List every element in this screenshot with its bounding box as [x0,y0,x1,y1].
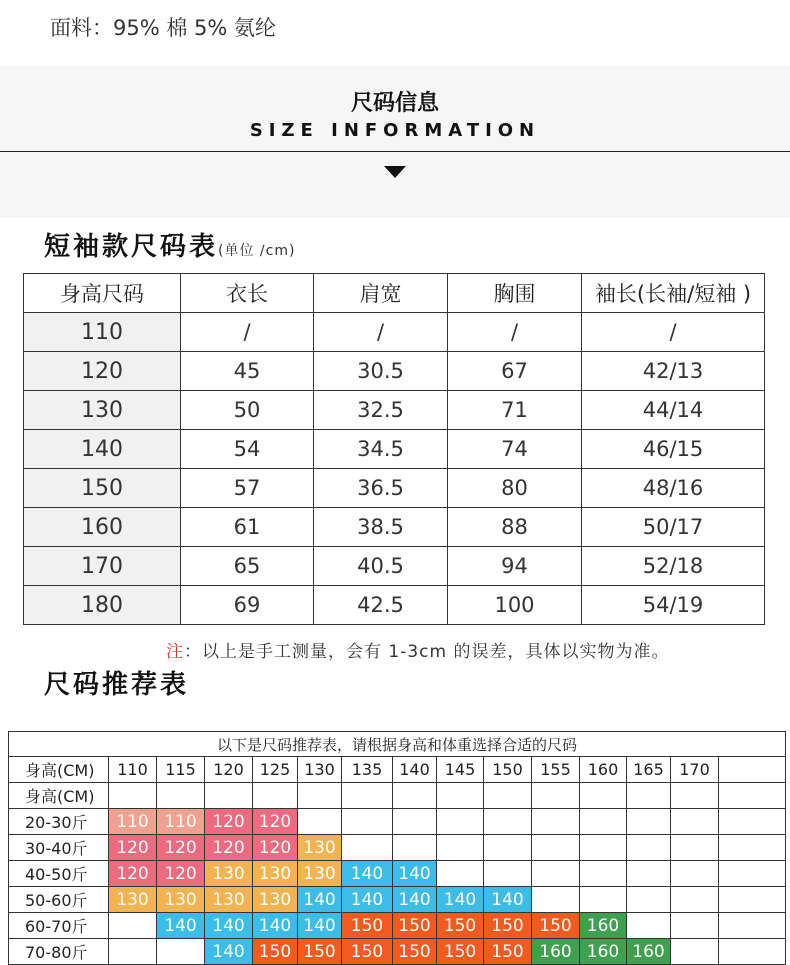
empty-cell [671,913,719,939]
empty-cell [671,809,719,835]
empty-cell [719,887,786,913]
height-header: 110 [109,757,157,783]
empty-cell [298,783,342,809]
size-cell: 160 [24,508,181,547]
column-header: 衣长 [181,274,314,313]
table-row [24,469,765,508]
height-label-2: 身高(CM) [9,783,109,809]
measurement-cell: 80 [448,469,582,508]
recommended-size-cell: 150 [532,913,580,939]
recommended-size-cell: 160 [580,913,627,939]
empty-cell [205,783,253,809]
empty-cell [393,835,437,861]
weight-row [9,913,786,939]
recommended-size-cell: 130 [109,887,157,913]
empty-cell [437,783,484,809]
height-header: 135 [342,757,393,783]
empty-cell [109,939,157,965]
recommended-size-cell: 120 [157,861,205,887]
measurement-cell: 67 [448,352,582,391]
table-header-row [24,274,765,313]
recommended-size-cell: 120 [253,809,298,835]
empty-cell [580,783,627,809]
empty-cell [719,939,786,965]
empty-cell [393,809,437,835]
recommended-size-cell: 140 [484,887,532,913]
recommended-size-cell: 150 [437,939,484,965]
recommended-size-cell: 120 [253,835,298,861]
column-header: 身高尺码 [24,274,181,313]
recommended-size-cell: 150 [484,913,532,939]
empty-cell [719,757,786,783]
measurement-cell: 36.5 [314,469,448,508]
recommended-size-cell: 130 [253,887,298,913]
height-header: 145 [437,757,484,783]
empty-cell [298,809,342,835]
recommended-size-cell: 120 [109,861,157,887]
height-header: 125 [253,757,298,783]
short-sleeve-size-table [23,273,765,625]
empty-cell [484,861,532,887]
empty-cell [253,783,298,809]
recommended-size-cell: 140 [298,913,342,939]
recommended-size-cell: 120 [205,835,253,861]
measurement-cell: 100 [448,586,582,625]
recommended-size-cell: 120 [205,809,253,835]
chart1-title: 短袖款尺码表 [44,232,219,262]
empty-cell [627,861,671,887]
measurement-cell: 52/18 [582,547,765,586]
measurement-note [166,637,669,662]
recommended-size-cell: 110 [157,809,205,835]
height-header: 140 [393,757,437,783]
second-label-row [9,783,786,809]
fabric-text: 面料：95% 棉 5% 氨纶 [50,16,277,40]
recommended-size-cell: 150 [298,939,342,965]
empty-cell [719,809,786,835]
empty-cell [627,835,671,861]
empty-cell [342,835,393,861]
recommended-size-cell: 150 [437,913,484,939]
empty-cell [532,887,580,913]
weight-row [9,809,786,835]
empty-cell [342,809,393,835]
empty-cell [484,835,532,861]
measurement-cell: / [181,313,314,352]
measurement-cell: / [314,313,448,352]
height-header: 160 [580,757,627,783]
recommended-size-cell: 140 [205,939,253,965]
recommended-size-cell: 140 [393,887,437,913]
size-info-title: 尺码信息 [350,91,439,116]
height-header: 170 [671,757,719,783]
recommended-size-cell: 140 [342,887,393,913]
size-cell: 130 [24,391,181,430]
recommended-size-cell: 160 [627,939,671,965]
empty-cell [580,809,627,835]
weight-row [9,835,786,861]
empty-cell [532,809,580,835]
empty-cell [671,861,719,887]
recommended-size-cell: 130 [205,887,253,913]
weight-label: 50-60斤 [9,887,109,913]
empty-cell [342,783,393,809]
empty-cell [437,809,484,835]
column-header: 胸围 [448,274,582,313]
chart1-heading [44,226,295,263]
size-cell: 140 [24,430,181,469]
size-cell: 170 [24,547,181,586]
measurement-cell: 57 [181,469,314,508]
height-header: 120 [205,757,253,783]
empty-cell [393,783,437,809]
weight-row [9,939,786,965]
height-header-row [9,757,786,783]
empty-cell [671,887,719,913]
empty-cell [157,939,205,965]
measurement-cell: 42/13 [582,352,765,391]
empty-cell [671,939,719,965]
recommended-size-cell: 140 [298,887,342,913]
recommended-size-cell: 130 [157,887,205,913]
recommended-size-cell: 140 [342,861,393,887]
measurement-cell: 40.5 [314,547,448,586]
empty-cell [580,861,627,887]
recommended-size-cell: 150 [393,913,437,939]
measurement-cell: 54/19 [582,586,765,625]
empty-cell [719,913,786,939]
table-row [24,430,765,469]
size-cell: 150 [24,469,181,508]
recommended-size-cell: 150 [342,913,393,939]
size-cell: 120 [24,352,181,391]
measurement-cell: 54 [181,430,314,469]
measurement-cell: 45 [181,352,314,391]
recommended-size-cell: 120 [109,835,157,861]
chart1-unit: (单位 /cm) [218,243,296,259]
empty-cell [719,861,786,887]
measurement-cell: 38.5 [314,508,448,547]
recommended-size-cell: 160 [580,939,627,965]
divider-line [0,151,790,152]
recommended-size-cell: 130 [298,835,342,861]
weight-row [9,887,786,913]
recommended-size-cell: 160 [532,939,580,965]
empty-cell [627,809,671,835]
recommended-size-cell: 140 [205,913,253,939]
empty-cell [157,783,205,809]
recommended-size-cell: 130 [205,861,253,887]
table-row [24,313,765,352]
measurement-cell: 46/15 [582,430,765,469]
column-header: 肩宽 [314,274,448,313]
recommended-size-cell: 150 [342,939,393,965]
empty-cell [532,783,580,809]
empty-cell [532,861,580,887]
table-row [24,586,765,625]
note-text: ：以上是手工测量，会有 1-3cm 的误差，具体以实物为准。 [184,642,670,662]
empty-cell [484,809,532,835]
weight-label: 30-40斤 [9,835,109,861]
table-row [24,547,765,586]
measurement-cell: 69 [181,586,314,625]
measurement-cell: 34.5 [314,430,448,469]
weight-label: 60-70斤 [9,913,109,939]
measurement-cell: 71 [448,391,582,430]
measurement-cell: / [582,313,765,352]
measurement-cell: 30.5 [314,352,448,391]
empty-cell [532,835,580,861]
chart2-title: 尺码推荐表 [44,670,190,700]
measurement-cell: / [448,313,582,352]
empty-cell [627,887,671,913]
height-header: 130 [298,757,342,783]
height-header: 165 [627,757,671,783]
empty-cell [671,835,719,861]
size-cell: 180 [24,586,181,625]
recommended-size-cell: 150 [393,939,437,965]
recommended-size-cell: 120 [157,835,205,861]
height-header: 155 [532,757,580,783]
table-caption: 以下是尺码推荐表，请根据身高和体重选择合适的尺码 [9,732,786,757]
recommended-size-cell: 110 [109,809,157,835]
measurement-cell: 74 [448,430,582,469]
measurement-cell: 65 [181,547,314,586]
recommended-size-cell: 140 [253,913,298,939]
height-header: 150 [484,757,532,783]
empty-cell [627,783,671,809]
size-info-subtitle: SIZE INFORMATION [249,120,541,141]
measurement-cell: 42.5 [314,586,448,625]
table-row [24,352,765,391]
recommended-size-cell: 140 [437,887,484,913]
empty-cell [484,783,532,809]
height-label: 身高(CM) [9,757,109,783]
empty-cell [719,783,786,809]
recommended-size-cell: 140 [157,913,205,939]
column-header: 袖长(长袖/短袖 ) [582,274,765,313]
recommended-size-cell: 140 [393,861,437,887]
recommended-size-cell: 130 [298,861,342,887]
empty-cell [627,913,671,939]
empty-cell [109,783,157,809]
note-prefix: 注 [166,642,184,662]
empty-cell [580,835,627,861]
recommended-size-cell: 150 [253,939,298,965]
triangle-down-icon [384,166,406,178]
recommended-size-cell: 130 [253,861,298,887]
measurement-cell: 88 [448,508,582,547]
table-row [24,508,765,547]
caption-row [9,732,786,757]
measurement-cell: 94 [448,547,582,586]
weight-label: 70-80斤 [9,939,109,965]
empty-cell [437,861,484,887]
size-recommendation-table [8,731,786,965]
weight-label: 40-50斤 [9,861,109,887]
empty-cell [580,887,627,913]
measurement-cell: 61 [181,508,314,547]
measurement-cell: 32.5 [314,391,448,430]
empty-cell [719,835,786,861]
measurement-cell: 48/16 [582,469,765,508]
recommended-size-cell: 150 [484,939,532,965]
table-row [24,391,765,430]
empty-cell [437,835,484,861]
measurement-cell: 50/17 [582,508,765,547]
height-header: 115 [157,757,205,783]
measurement-cell: 50 [181,391,314,430]
measurement-cell: 44/14 [582,391,765,430]
empty-cell [671,783,719,809]
weight-row [9,861,786,887]
size-cell: 110 [24,313,181,352]
empty-cell [109,913,157,939]
weight-label: 20-30斤 [9,809,109,835]
